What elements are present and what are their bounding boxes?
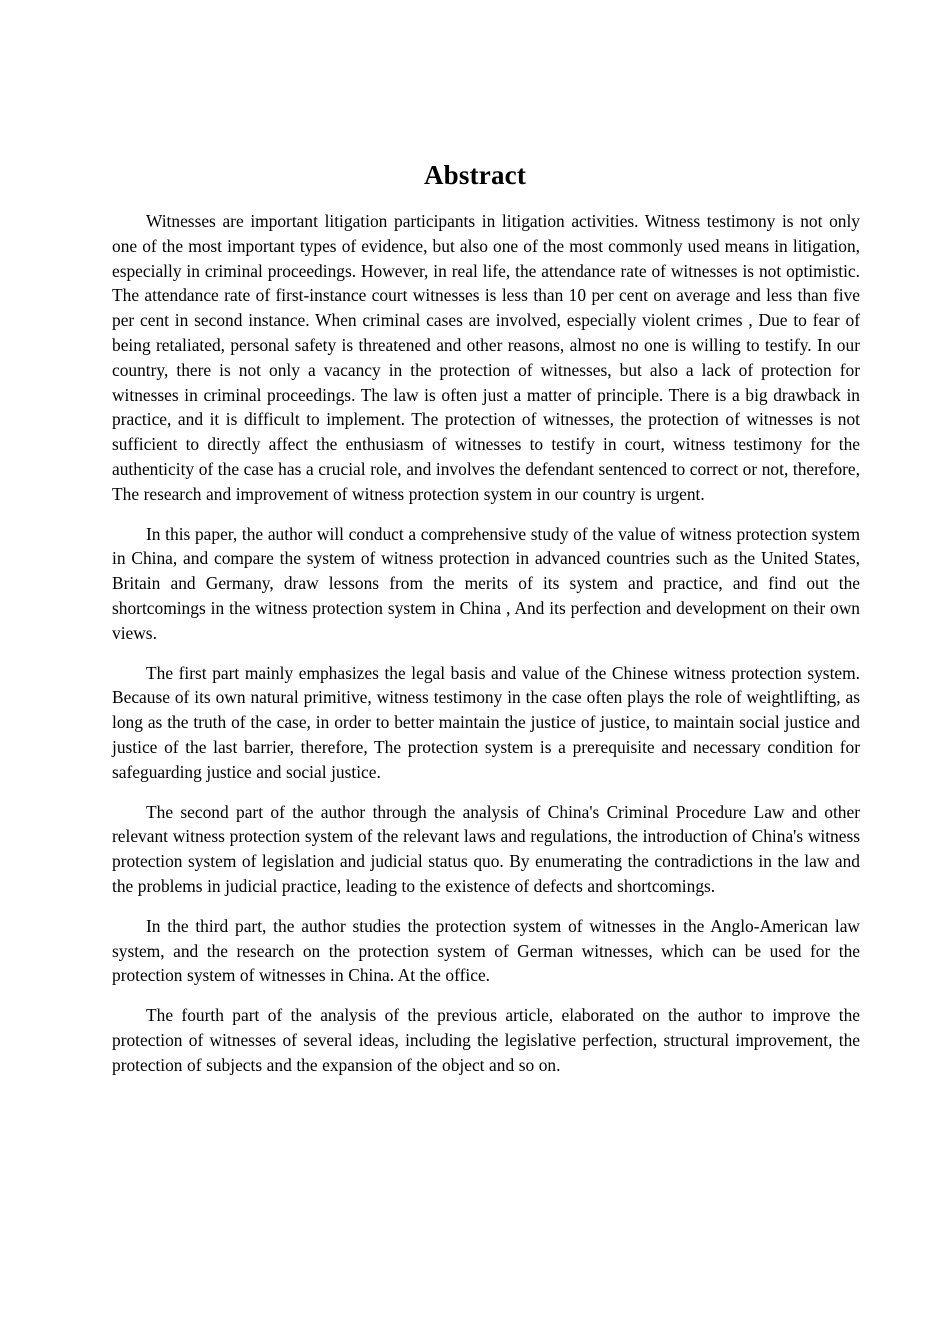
paragraph-2: In this paper, the author will conduct a comprehensive study of the value of witness protection system in China, and compare the system of witness protection in advanced countries such as the United States, Britain and Germany, draw lessons from the merits of its system and practice, and find out the shortcomings in the witness protection system in China , And its perfection and development on their own views.: [112, 523, 860, 643]
paragraph-3: The first part mainly emphasizes the legal basis and value of the Chinese witness protection system. Because of its own natural primitive, witness testimony in the case often plays the role of weightlifting, as long as the truth of the case, in order to better maintain the justice of justice, to maintain social justice and justice of the last barrier, therefore, The protection system is a prerequisite and necessary condition for safeguarding justice and social justice.: [112, 662, 860, 782]
paragraph-6: The fourth part of the analysis of the previous article, elaborated on the author to improve the protection of witnesses of several ideas, including the legislative perfection, structural improvement, the protection of subjects and the expansion of the object and so on.: [112, 1005, 860, 1075]
abstract-body: [112, 209, 860, 1078]
paragraph-1: Witnesses are important litigation participants in litigation activities. Witness testimony is not only one of the most important types of evidence, but also one of the most commonly used means in litigation, especially in criminal proceedings. However, in real life, the attendance rate of witnesses is not optimistic. The attendance rate of first-instance court witnesses is less than 10 per cent on average and less than five per cent in second instance. When criminal cases are involved, especially violent crimes , Due to fear of being retaliated, personal safety is threatened and other reasons, almost no one is willing to testify. In our country, there is not only a vacancy in the protection of witnesses, but also a lack of protection for witnesses in criminal proceedings. The law is often just a matter of principle. There is a big drawback in practice, and it is difficult to implement. The protection of witnesses, the protection of witnesses is not sufficient to directly affect the enthusiasm of witnesses to testify in court, witness testimony for the authenticity of the case has a crucial role, and involves the defendant sentenced to correct or not, therefore, The research and improvement of witness protection system in our country is urgent.: [112, 211, 860, 504]
page-title: Abstract: [423, 160, 527, 191]
paragraph-5: In the third part, the author studies the protection system of witnesses in the Anglo-American law system, and the research on the protection system of German witnesses, which can be used for the protection system of witnesses in China. At the office.: [112, 915, 860, 986]
paragraph-4: The second part of the author through the analysis of China's Criminal Procedure Law and other relevant witness protection system of the relevant laws and regulations, the introduction of China's witness protection system of legislation and judicial status quo. By enumerating the contradictions in the law and the problems in judicial practice, leading to the existence of defects and shortcomings.: [112, 801, 860, 896]
